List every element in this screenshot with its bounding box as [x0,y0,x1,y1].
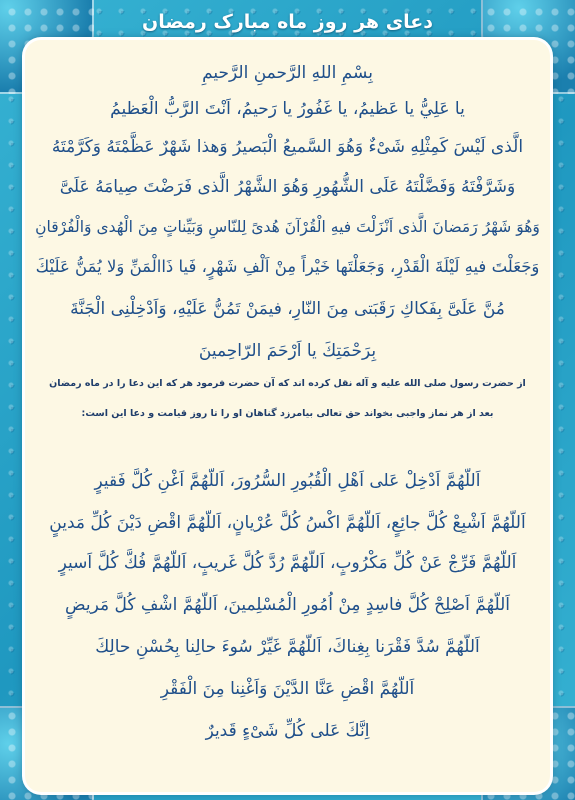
prayer-line: اَللّهُمَّ سُدَّ فَقْرَنا بِغِناكَ، اَللّهُمَّ غَيِّرْ سُوءَ حالِنا بِحُسْنِ حالِكَ [95,637,480,657]
prayer-line: اَللّهُمَّ اَصْلِحْ كُلَّ فاسِدٍ مِنْ اُمُورِ الْمُسْلِمينَ، اَللّهُمَّ اشْفِ كُلَّ مَريضٍ [65,595,510,615]
prayer-line: وَهُوَ شَهْرُ رَمَضانَ الَّذى اَنْزَلْتَ فيهِ الْقُرْآنَ هُدىً لِلنّاسِ وَبَيِّناتٍ مِنَ الْهُدى وَالْفُرْقانِ [35,218,540,236]
prayer-line: اِنَّكَ عَلى كُلِّ شَىْءٍ قَديرٌ [205,721,370,741]
prayer-line: يا عَلِيُّ يا عَظيمُ، يا غَفُورُ يا رَحيمُ، اَنْتَ الرَّبُّ الْعَظيمُ [110,99,465,119]
note-line: از حضرت رسول صلی الله علیه و آله نقل کرده اند که آن حضرت فرمود هر که این دعا را در ماه رمضان [49,378,526,389]
prayer-line: اَللّهُمَّ اَشْبِعْ كُلَّ جائِعٍ، اَللّهُمَّ اكْسُ كُلَّ عُرْيانٍ، اَللّهُمَّ اقْضِ دَيْنَ كُلِّ مَدينٍ [49,513,526,533]
prayer-line: اَللّهُمَّ اقْضِ عَنَّا الدَّيْنَ وَاَغْنِنا مِنَ الْفَقْرِ [160,679,415,699]
prayer-line: بِرَحْمَتِكَ يا اَرْحَمَ الرّاحِمينَ [198,341,377,361]
prayer-line: الَّذى لَيْسَ كَمِثْلِهِ شَىْءٌ وَهُوَ السَّميعُ الْبَصيرُ وَهذا شَهْرٌ عَظَّمْتَهُ وَكَرَّمْتَهُ [51,137,524,157]
prayer-panel [25,40,550,792]
prayer-line: مُنَّ عَلَىَّ بِفَكاكِ رَقَبَتى مِنَ النّارِ، فيمَنْ تَمُنُّ عَلَيْهِ، وَاَدْخِلْنِى الْجَنَّةَ [70,299,505,319]
prayer-line: وَجَعَلْتَ فيهِ لَيْلَةَ الْقَدْرِ، وَجَعَلْتَها خَيْراً مِنْ اَلْفِ شَهْرٍ، فَيا ذَاالْمَنِّ وَلا يُمَنُّ عَلَيْكَ [35,257,540,276]
header-bar [0,4,575,40]
prayer-line: وَشَرَّفْتَهُ وَفَضَّلْتَهُ عَلَى الشُّهُورِ وَهُوَ الشَّهْرُ الَّذى فَرَضْتَ صِيامَهُ عَلَىَّ [59,177,516,197]
note-line: بعد از هر نماز واجبی بخواند حق تعالی بیامرزد گناهان او را تا روز قیامت و دعا این است: [81,408,494,419]
prayer-line: اَللّهُمَّ فَرِّجْ عَنْ كُلِّ مَكْرُوبٍ، اَللّهُمَّ رُدَّ كُلَّ غَريبٍ، اَللّهُمَّ فُكَّ كُلَّ اَسيرٍ [58,553,517,573]
prayer-line: اَللّهُمَّ اَدْخِلْ عَلى اَهْلِ الْقُبُورِ السُّرُورَ، اَللّهُمَّ اَغْنِ كُلَّ فَقيرٍ [94,471,481,491]
basmala-line: بِسْمِ اللهِ الرَّحمنِ الرَّحيمِ [202,63,373,83]
page-title: دعای هر روز ماه مبارک رمضان [142,11,433,33]
